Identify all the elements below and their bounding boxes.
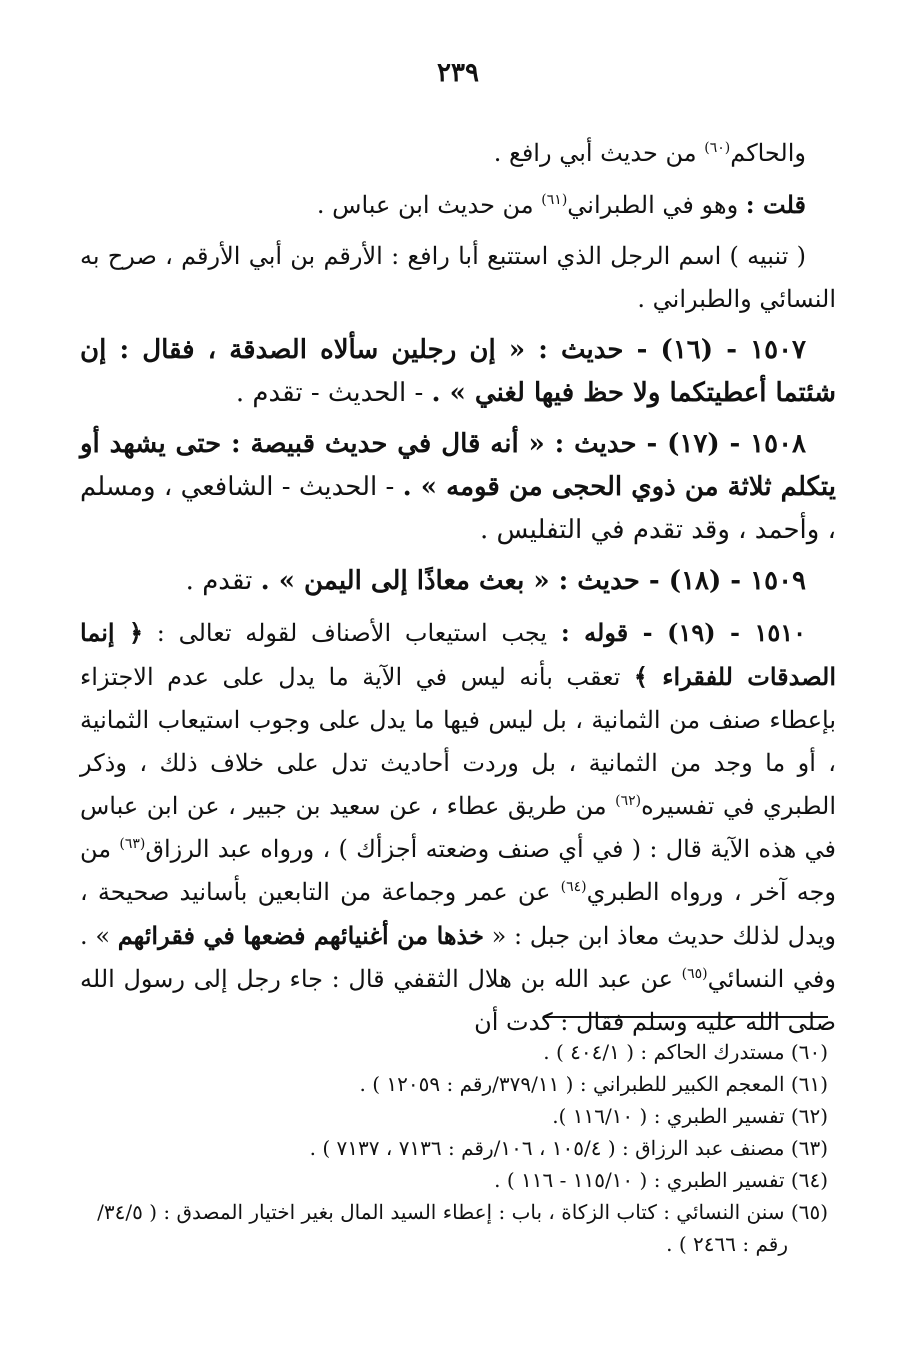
- text-segment: من طريق عطاء ، عن سعيد بن جبير ، عن ابن عباس في هذه الآية قال : ( في أي صنف وضعته أجزأك ) ، ورواه عبد الرزاق: [80, 792, 836, 863]
- text-segment: ( تنبيه ) اسم الرجل الذي استتبع أبا رافع : الأرقم بن أبي الأرقم ، صرح به النسائي والطبراني .: [80, 242, 836, 313]
- footnote-ref[interactable]: (٦٥): [681, 966, 708, 982]
- footnote-text: مستدرك الحاكم : ( ٤٠٤/١ ) .: [543, 1040, 791, 1064]
- footnote-text: مصنف عبد الرزاق : ( ١٠٥/٤ ، ١٠٦/رقم : ٧١٣٦ ، ٧١٣٧ ) .: [309, 1136, 791, 1160]
- text-segment: يجب استيعاب الأصناف لقوله تعالى :: [143, 619, 561, 647]
- hadith-quote: خذها من أغنيائهم فضعها في فقرائهم: [117, 921, 484, 950]
- text-segment: وهو في الطبراني: [567, 191, 746, 219]
- footnote-ref[interactable]: (٦٤): [560, 879, 587, 895]
- text-segment: » . وفي النسائي: [80, 922, 836, 993]
- footnote-text: المعجم الكبير للطبراني : ( ٣٧٩/١١/رقم : ١٢٠٥٩ ) .: [359, 1072, 791, 1096]
- footnote-64: [88, 1164, 828, 1196]
- text-segment: - الحديث - تقدم .: [235, 378, 432, 408]
- hadith-heading: ١٥١٠ - (١٩) - قوله :: [560, 618, 807, 647]
- text-lead-bold: قلت :: [745, 190, 806, 219]
- footnote-ref[interactable]: (٦٠): [704, 140, 731, 156]
- hadith-1508: [80, 423, 836, 552]
- text-segment: من وجه آخر ، ورواه الطبري: [80, 835, 836, 906]
- footnote-text: تفسير الطبري : ( ١١٦/١٠ ).: [552, 1104, 791, 1128]
- footnote-61: [88, 1068, 828, 1100]
- footnotes: [88, 1036, 828, 1260]
- page-number: ٢٣٩: [437, 58, 479, 88]
- hadith-heading: ١٥٠٧ - (١٦) - حديث : « إن رجلين سألاه الصدقة ، فقال : إن شئتما أعطيتكما ولا حظ فيها لغني » .: [80, 335, 836, 408]
- footnote-number: (٦١): [790, 1072, 828, 1096]
- hadith-1510: [80, 611, 836, 1044]
- text-segment: والحاكم: [730, 139, 806, 167]
- footnote-number: (٦٢): [790, 1104, 828, 1128]
- footnote-ref[interactable]: (٦١): [541, 192, 568, 208]
- text-segment: تقدم .: [185, 566, 261, 596]
- text-segment: من حديث ابن عباس .: [316, 191, 542, 219]
- hadith-1509: [80, 560, 836, 603]
- main-text: [80, 132, 836, 1052]
- footnote-text: سنن النسائي : كتاب الزكاة ، باب : إعطاء السيد المال بغير اختيار المصدق : ( ٣٤/٥/: [97, 1200, 791, 1224]
- hadith-1507: [80, 329, 836, 415]
- footnote-ref[interactable]: (٦٣): [119, 836, 146, 852]
- footnote-65: [88, 1196, 828, 1260]
- footnote-divider: [543, 1016, 828, 1018]
- footnote-continuation: رقم : ٢٤٦٦ ) .: [666, 1232, 788, 1256]
- paragraph-hakim: [80, 132, 836, 175]
- footnote-number: (٦٤): [790, 1168, 828, 1192]
- text-segment: من حديث أبي رافع .: [493, 139, 705, 167]
- paragraph-qultu: [80, 183, 836, 227]
- footnote-62: [88, 1100, 828, 1132]
- footnote-60: [88, 1036, 828, 1068]
- footnote-text: تفسير الطبري : ( ١١٥/١٠ - ١١٦ ) .: [494, 1168, 791, 1192]
- text-segment: تعقب بأنه ليس في الآية ما يدل على عدم الاجتزاء بإعطاء صنف من الثمانية ، بل ليس فيها ما يدل على وجوب استيعاب الثمانية ، أو ما وجد من الثمانية ، بل وردت أحاديث تدل على خلاف ذلك ، وذكر الطبري في تفسيره: [80, 663, 836, 820]
- quran-verse: ﴿ إنما الصدقات للفقراء ﴾: [80, 618, 836, 691]
- footnote-number: (٦٣): [790, 1136, 828, 1160]
- footnote-number: (٦٠): [790, 1040, 828, 1064]
- text-segment: - الحديث - الشافعي ، ومسلم ، وأحمد ، وقد تقدم في التفليس .: [80, 472, 836, 545]
- text-segment: عن عمر وجماعة من التابعين بأسانيد صحيحة ، ويدل لذلك حديث معاذ ابن جبل : «: [80, 878, 836, 950]
- text-segment: عن عبد الله بن هلال الثقفي قال : جاء رجل إلى رسول الله صلى الله عليه وسلم فقال : كدت أن: [80, 965, 836, 1036]
- hadith-heading: ١٥٠٩ - (١٨) - حديث : « بعث معاذًا إلى اليمن » .: [260, 566, 806, 596]
- paragraph-tanbih: [80, 235, 836, 321]
- footnote-ref[interactable]: (٦٢): [615, 793, 642, 809]
- hadith-heading: ١٥٠٨ - (١٧) - حديث : « أنه قال في حديث قبيصة : حتى يشهد أو يتكلم ثلاثة من ذوي الحجى من قومه » .: [80, 429, 836, 502]
- footnote-number: (٦٥): [790, 1200, 828, 1224]
- footnote-63: [88, 1132, 828, 1164]
